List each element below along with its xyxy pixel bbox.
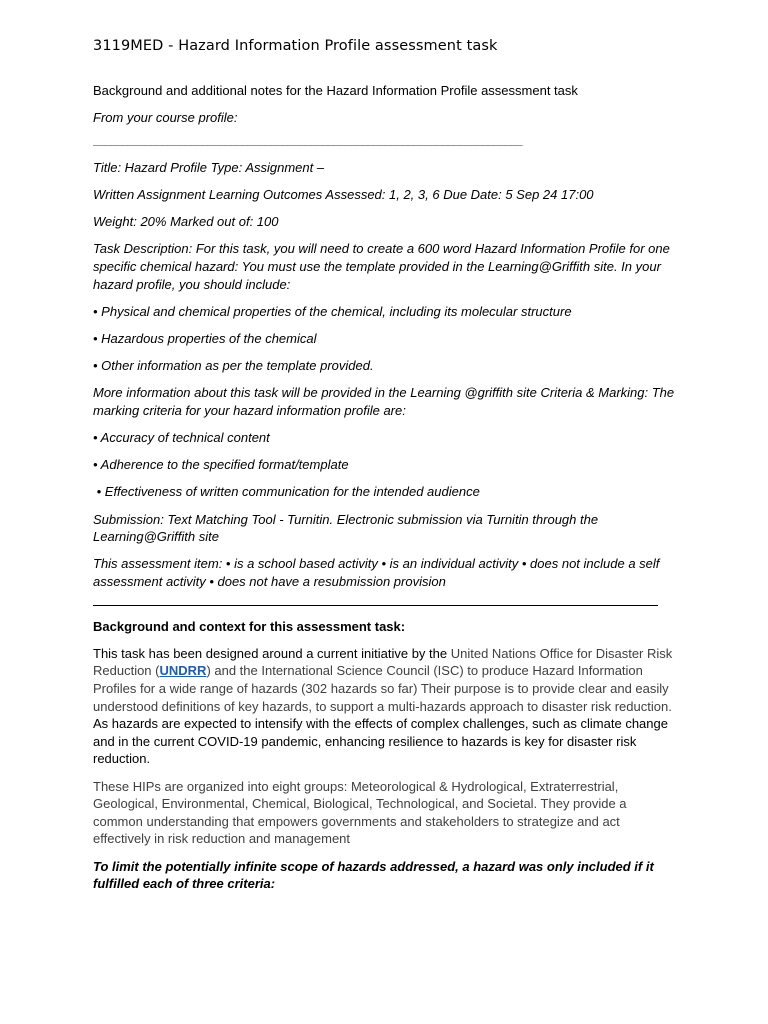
scope-paragraph: To limit the potentially infinite scope of hazards addressed, a hazard was only included if it fulfilled each of three criteria: [93, 858, 654, 892]
weight-line: Weight: 20% Marked out of: 100 [93, 214, 279, 230]
hips-paragraph: These HIPs are organized into eight groups: Meteorological & Hydrological, Extraterrestrial, Geological, Environmental, Chemical, Biological, Technological, and Societal. They provide a common understanding that empowers governments and stakeholders to strategize and act effectively in risk reduction and management [93, 778, 627, 847]
intro-text: Background and additional notes for the Hazard Information Profile assessment task [93, 83, 578, 98]
profile-title-line: Title: Hazard Profile Type: Assignment – [93, 159, 325, 175]
context-text: ) and the International Science Council (ISC) to produce Hazard Information Profiles for a wide range of hazards (302 hazards so far) Their purpose is to provide clear and easily understood definitions of key hazards, to support a multi-hazards approach to disaster risk reduction. [93, 663, 672, 714]
include-bullet: • Hazardous properties of the chemical [93, 330, 317, 346]
background-heading: Background and context for this assessment task: [93, 618, 406, 634]
document-body [93, 38, 678, 893]
include-bullet: • Physical and chemical properties of the chemical, including its molecular structure [93, 303, 572, 319]
submission-text: Submission: Text Matching Tool - Turnitin. Electronic submission via Turnitin through the Learning@Griffith site [93, 511, 599, 545]
dashed-separator: ___________________________________________________________________________ [93, 133, 523, 146]
more-info-text: More information about this task will be provided in the Learning @griffith site Criteria & Marking: The marking criteria for your hazard information profile are: [93, 385, 675, 418]
include-bullet: • Other information as per the template provided. [93, 358, 374, 374]
criteria-bullet: • Accuracy of technical content [93, 430, 270, 446]
learning-outcomes-line: Written Assignment Learning Outcomes Assessed: 1, 2, 3, 6 Due Date: 5 Sep 24 17:00 [93, 186, 594, 202]
document-title: 3119MED - Hazard Information Profile assessment task [93, 38, 498, 54]
assessment-item-text: This assessment item: • is a school based activity • is an individual activity • does not include a self assessment activity • does not have a resubmission provision [93, 556, 660, 589]
context-text: As hazards are expected to intensify with the effects of complex challenges, such as climate change and in the current COVID-19 pandemic, enhancing resilience to hazards is key for disaster risk reduction. [93, 716, 668, 767]
horizontal-rule [93, 605, 658, 606]
criteria-bullet: • Effectiveness of written communication for the intended audience [93, 484, 480, 500]
task-description: Task Description: For this task, you will need to create a 600 word Hazard Information Profile for one specific chemical hazard: You must use the template provided in the Learning@Griffith site. In your hazard profile, you should include: [93, 241, 670, 292]
from-profile-text: From your course profile: [93, 110, 238, 126]
criteria-bullet: • Adherence to the specified format/template [93, 457, 349, 473]
context-paragraph [93, 645, 678, 768]
context-text: United Nations Office for Disaster Risk Reduction ( [93, 645, 673, 679]
undrr-link[interactable]: UNDRR [159, 663, 207, 679]
context-text: This task has been designed around a current initiative by the [93, 645, 451, 661]
